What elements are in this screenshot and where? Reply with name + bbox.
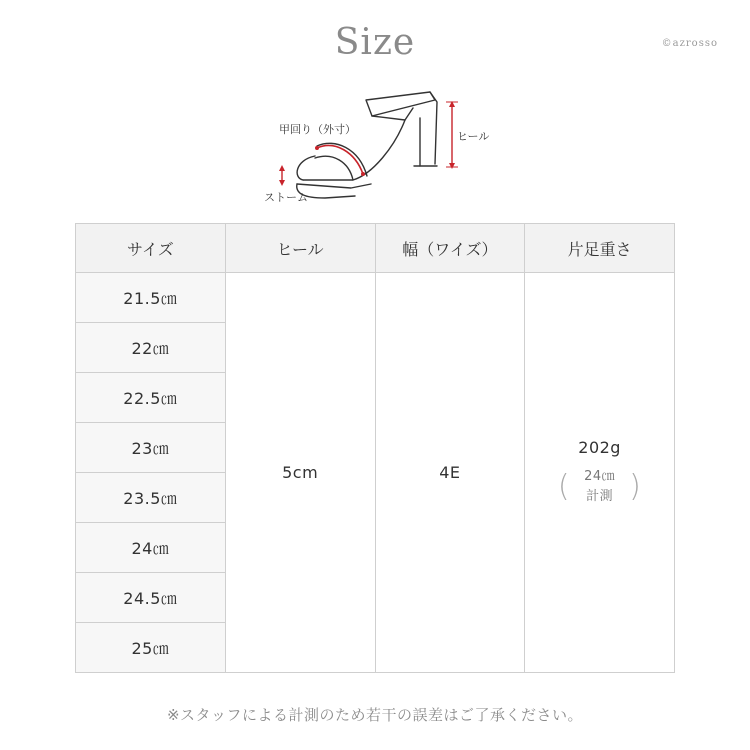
size-cell: 24㎝ — [76, 523, 226, 573]
header-heel: ヒール — [225, 224, 375, 273]
size-cell: 24.5㎝ — [76, 573, 226, 623]
size-cell: 22㎝ — [76, 323, 226, 373]
page-title: Size — [334, 22, 416, 63]
heel-arrow-bottom-icon — [449, 163, 455, 169]
weight-note-measured: 計測 — [586, 489, 614, 504]
instep-end-dot — [361, 172, 365, 176]
copyright-text: ©azrosso — [661, 38, 718, 49]
weight-note — [558, 467, 641, 507]
table-row — [76, 273, 675, 323]
header-width: 幅（ワイズ） — [375, 224, 525, 273]
storm-arrow-bottom-icon — [279, 180, 285, 186]
weight-note-lines — [570, 467, 629, 507]
heel-label: ヒール — [457, 130, 490, 143]
size-cell: 22.5㎝ — [76, 373, 226, 423]
size-cell: 25㎝ — [76, 623, 226, 673]
header-size: サイズ — [76, 224, 226, 273]
weight-value: 202g — [578, 438, 621, 457]
header-weight: 片足重さ — [525, 224, 675, 273]
footnote: ※スタッフによる計測のため若干の誤差はご了承ください。 — [166, 706, 584, 724]
instep-start-dot — [315, 146, 319, 150]
weight-box — [525, 438, 674, 507]
paren-close-icon: ) — [629, 469, 642, 504]
size-cell: 23.5㎝ — [76, 473, 226, 523]
width-cell: 4E — [375, 273, 525, 673]
size-table — [75, 223, 675, 673]
size-cell: 21.5㎝ — [76, 273, 226, 323]
instep-label: 甲回り（外寸） — [279, 123, 356, 136]
weight-note-size: 24㎝ — [584, 469, 616, 484]
size-cell: 23㎝ — [76, 423, 226, 473]
table-header-row — [76, 224, 675, 273]
weight-cell — [525, 273, 675, 673]
storm-label: ストーム — [264, 191, 308, 204]
paren-open-icon: ( — [557, 469, 571, 504]
sandal-outline-icon — [297, 92, 437, 198]
heel-cell: 5cm — [225, 273, 375, 673]
storm-arrow-top-icon — [279, 165, 285, 171]
